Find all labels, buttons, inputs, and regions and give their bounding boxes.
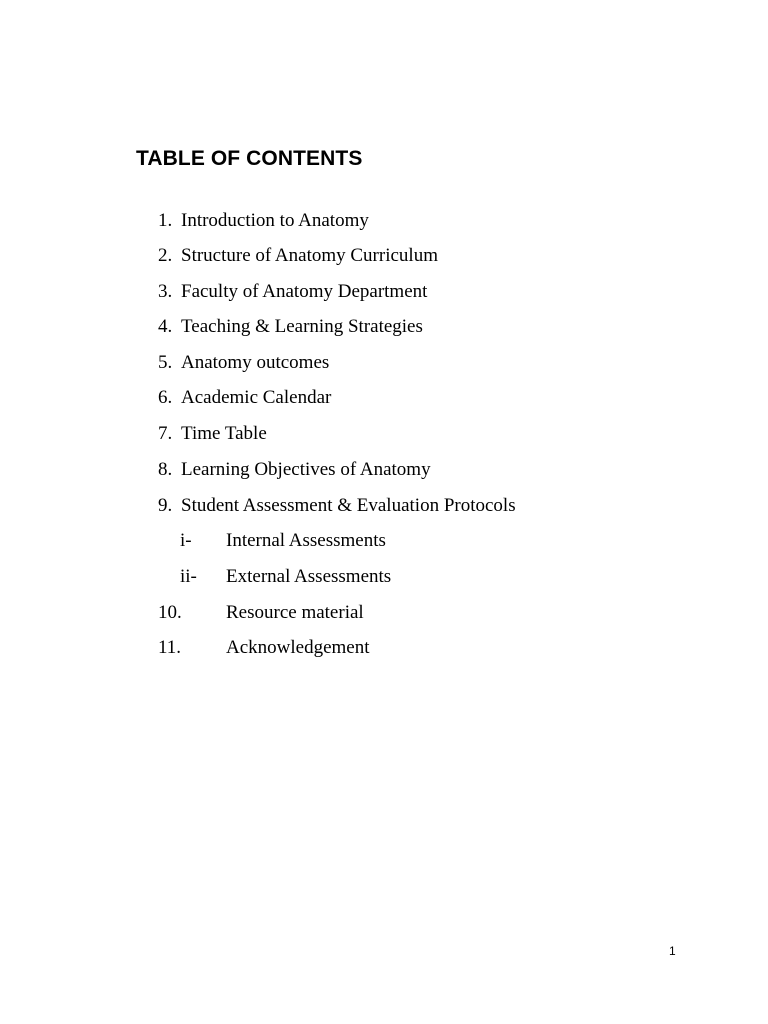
toc-item-number: 5. (158, 352, 173, 373)
toc-item (0, 208, 768, 234)
toc-item-title: Anatomy outcomes (181, 352, 330, 373)
toc-item-number: 2. (158, 245, 173, 266)
toc-subitem (0, 528, 768, 554)
toc-item-title: Resource material (226, 602, 364, 623)
toc-item (0, 421, 768, 447)
toc-subitem-number: i- (180, 530, 192, 551)
toc-item (0, 600, 768, 626)
toc-item-number: 6. (158, 387, 173, 408)
toc-subitem (0, 564, 768, 590)
toc-item (0, 243, 768, 269)
toc-item-title: Structure of Anatomy Curriculum (181, 245, 438, 266)
toc-item-number: 1. (158, 210, 173, 231)
toc-item-number: 4. (158, 316, 173, 337)
toc-subitem-title: External Assessments (226, 566, 392, 587)
page-number: 1 (669, 944, 676, 958)
toc-item-title: Learning Objectives of Anatomy (181, 459, 431, 480)
page-title: TABLE OF CONTENTS (136, 147, 363, 170)
toc-item (0, 314, 768, 340)
toc-item-number: 7. (158, 423, 173, 444)
toc-item-number: 11. (158, 637, 182, 658)
toc-item-number: 9. (158, 495, 173, 516)
toc-item (0, 493, 768, 519)
toc-subitem-title: Internal Assessments (226, 530, 386, 551)
toc-item (0, 350, 768, 376)
toc-item-number: 10. (158, 602, 182, 623)
toc-item-title: Time Table (181, 423, 267, 444)
toc-item (0, 457, 768, 483)
toc-item-title: Introduction to Anatomy (181, 210, 369, 231)
toc-item-title: Student Assessment & Evaluation Protocols (181, 495, 516, 516)
toc-item-number: 8. (158, 459, 173, 480)
toc-item (0, 385, 768, 411)
toc-item-number: 3. (158, 281, 173, 302)
toc-item (0, 635, 768, 661)
toc-item-title: Teaching & Learning Strategies (181, 316, 423, 337)
toc-subitem-number: ii- (180, 566, 197, 587)
toc-item-title: Faculty of Anatomy Department (181, 281, 428, 302)
toc-item-title: Academic Calendar (181, 387, 332, 408)
toc-item-title: Acknowledgement (226, 637, 370, 658)
toc-item (0, 279, 768, 305)
